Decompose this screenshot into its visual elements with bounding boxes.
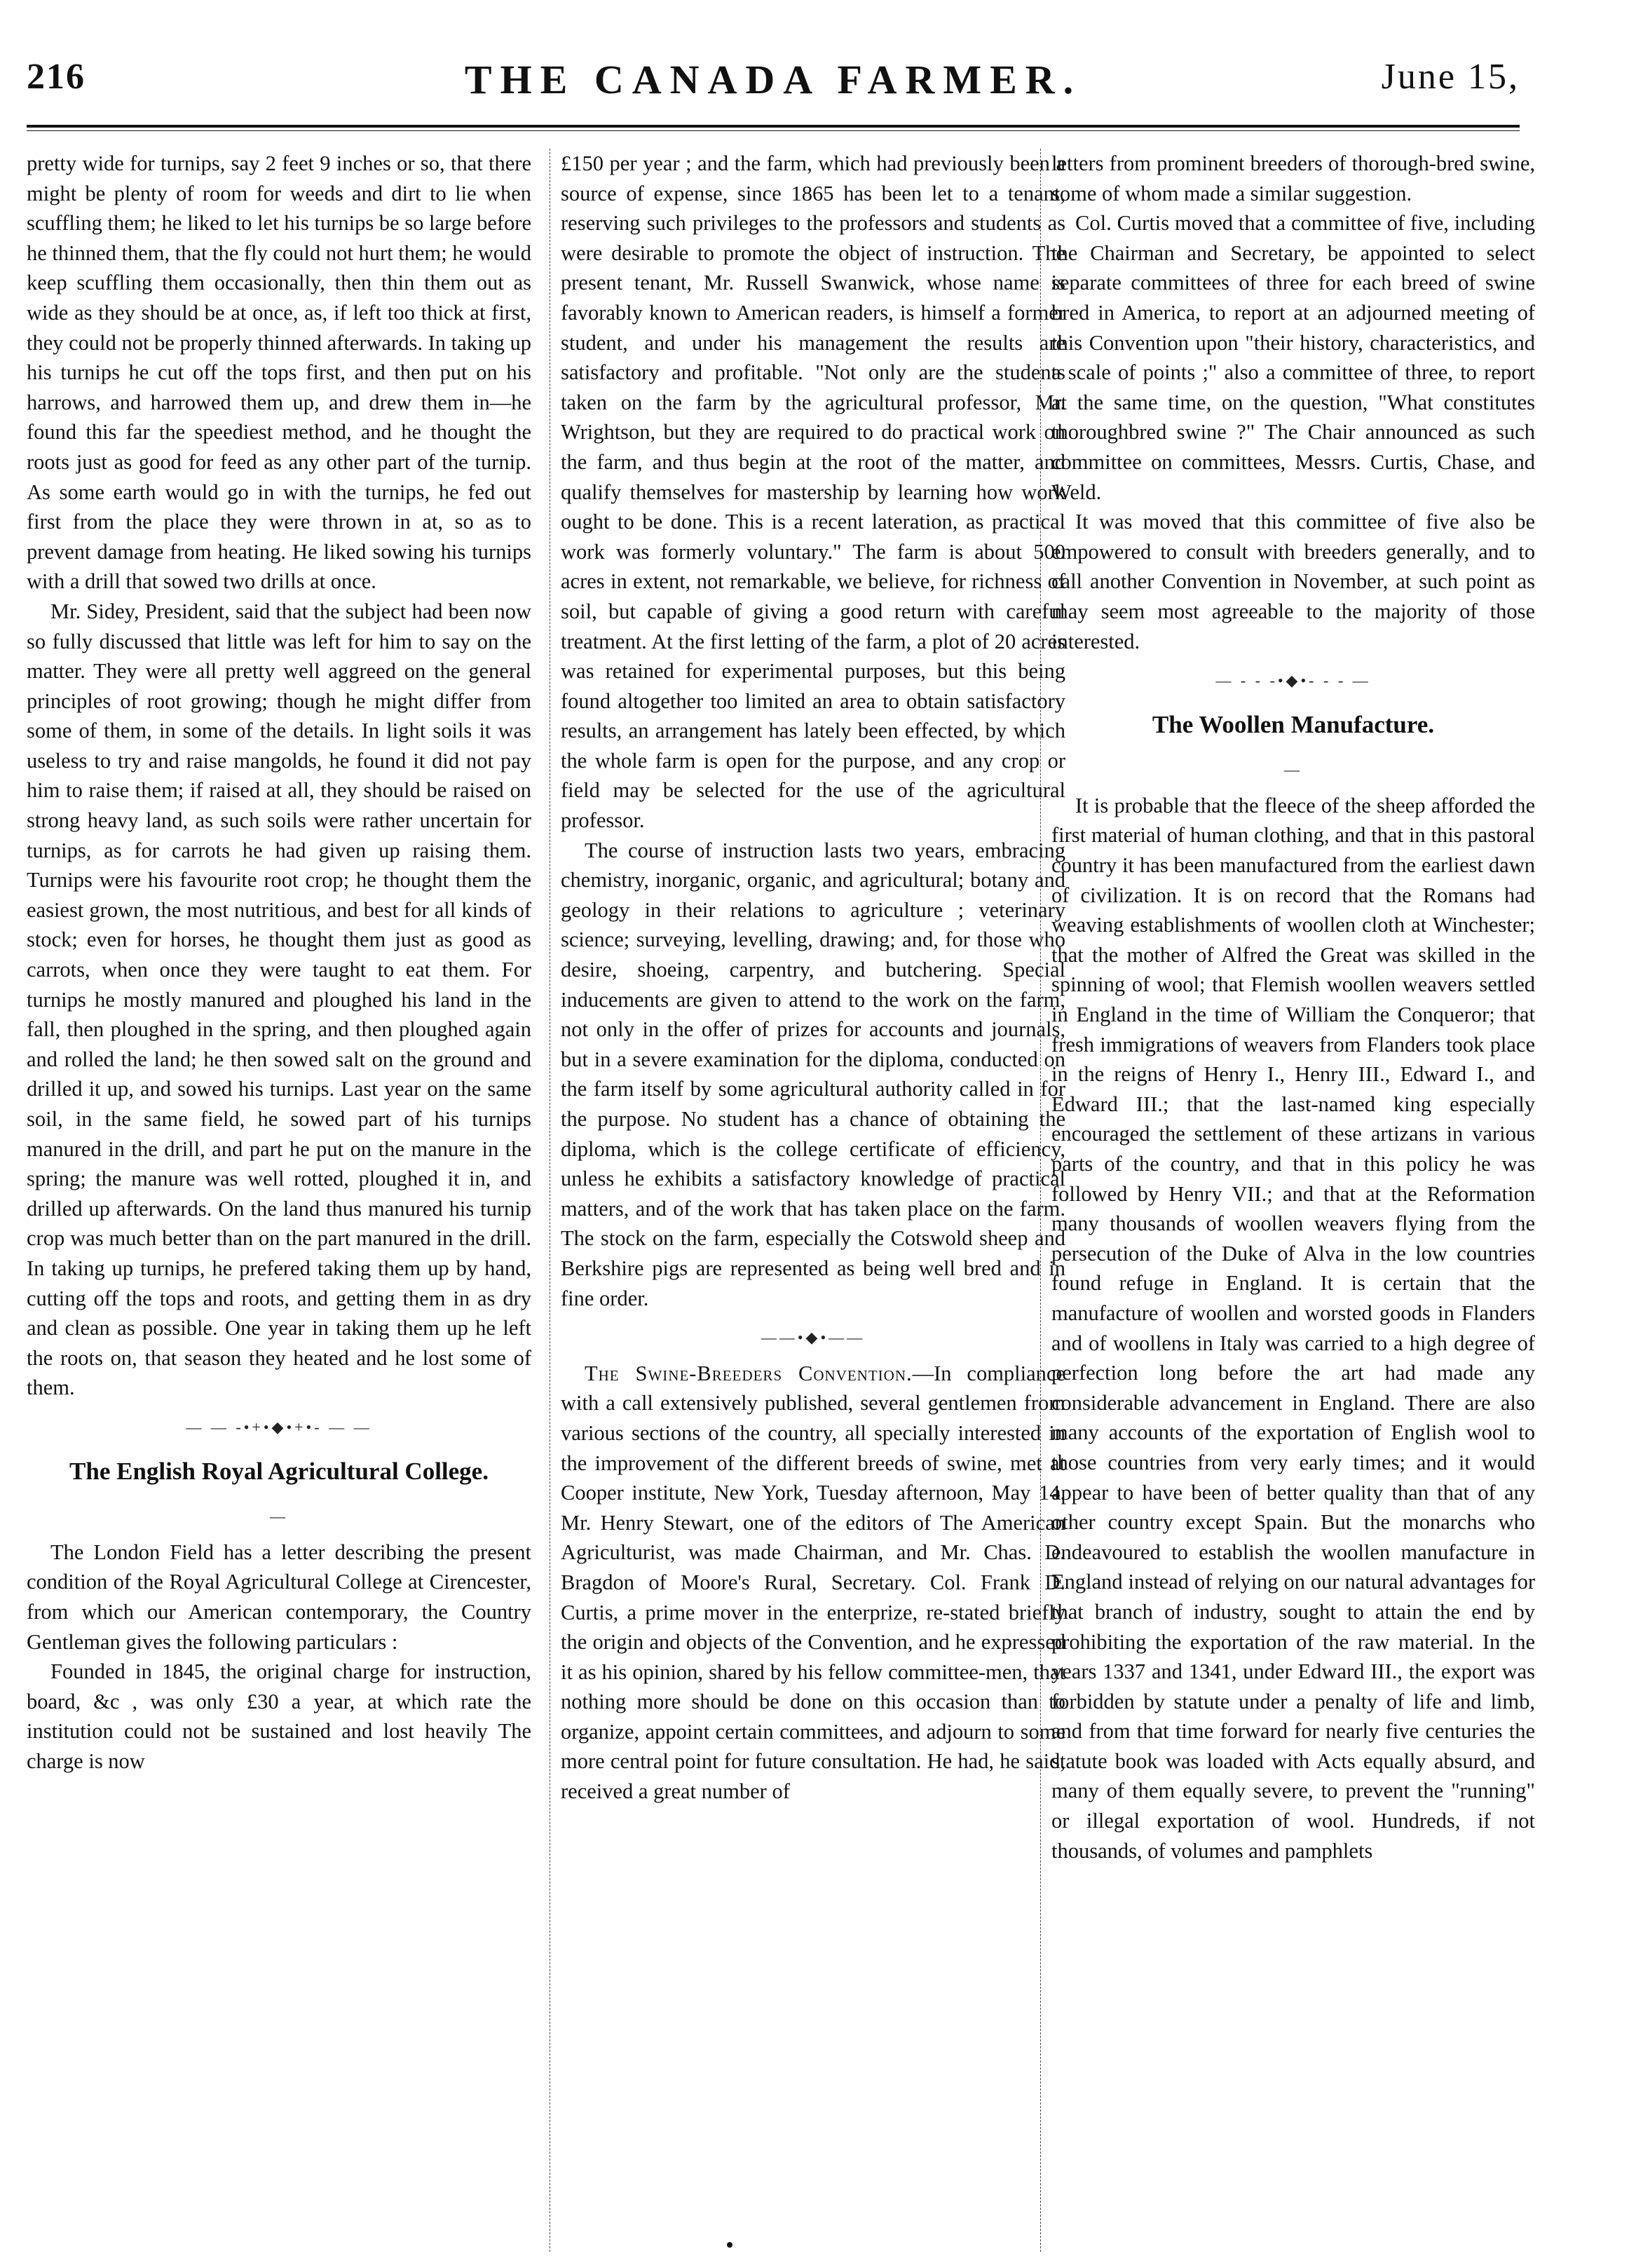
page-header (27, 49, 1520, 119)
title-rule: — (1284, 761, 1302, 779)
paragraph-text: —In compliance with a call extensively published, several gentlemen from various sections of the country, all specially interested in the improvement of the different breeds of swine, met at Cooper institute, New York, Tuesday afternoon, May 14. Mr. Henry Stewart, one of the editors of The American Agriculturist, was made Chairman, and Mr. Chas. D. Bragdon of Moore's Rural, Secretary. Col. Frank D. Curtis, a prime mover in the enterprize, re-stated briefly the origin and objects of the Convention, and he expressed it as his opinion, shared by his fellow committee-men, that nothing more should be done on this occasion than to organize, appoint certain committees, and adjourn to some more central point for future consultation. He had, he said, received a great number of (561, 1361, 1065, 1804)
paragraph: Mr. Sidey, President, said that the subject had been now so fully discussed that little was left for him to say on the matter. They were all pretty well aggreed on the general principles of root growing; though he might differ from some of them, in some of the details. In light soils it was useless to try and raise mangolds, he found it did not pay him to raise them; if raised at all, they should be raised on strong heavy land, as such soils were rather uncertain for turnips, as for carrots he had given up raising them. Turnips were his favourite root crop; he thought them the easiest grown, the most nutritious, and best for all kinds of stock; even for horses, he thought them just as good as carrots, when once they were taught to eat them. For turnips he mostly manured and ploughed his land in the fall, then ploughed in the spring, and then ploughed again and rolled the land; he then sowed salt on the ground and drilled it up, and sowed his turnips. Last year on the same soil, in the same field, he sowed part of his turnips manured in the drill, and part he put on the manure in the spring; the manure was well rotted, ploughed it in, and drilled up afterwards. On the land thus manured his turnip crop was much better than on the part manured in the drill. In taking up turnips, he prefered taking them up by hand, cutting off the tops and roots, and getting them in as dry and clean as possible. One year in taking them up he left the roots on, that season they heated and he lost some of them. (27, 599, 531, 1400)
paragraph: £150 per year ; and the farm, which had previously been a source of expense, since 1865 has been let to a tenant, reserving such privileges to the professors and students as were desirable to promote the object of instruction. The present tenant, Mr. Russell Swanwick, whose name is favorably known to American readers, is himself a former student, and under his management the results are satisfactory and profitable. "Not only are the students taken on the farm by the agricultural professor, Mr. Wrightson, but they are required to do practical work on the farm, and thus begin at the root of the matter, and qualify themselves for mastership by learning how work ought to be done. This is a recent lateration, as practical work was formerly voluntary." The farm is about 500 acres in extent, not remarkable, we believe, for richness of soil, but capable of giving a good return with careful treatment. At the first letting of the farm, a plot of 20 acres was retained for experimental purposes, but this being found altogether too limited an area to obtain satisfactory results, an arrangement has lately been effected, by which the whole farm is open for the purpose, and any crop or field may be selected for the use of the agricultural professor. (561, 151, 1065, 833)
column-1 (27, 149, 531, 2252)
section-ornament: — — -•+•◆•+•- — — (186, 1418, 372, 1436)
paragraph: Founded in 1845, the original charge for instruction, board, &c , was only £30 a year, at which rate the institution could not be sustained and lost heavily The charge is now (27, 1659, 531, 1773)
paragraph: It is probable that the fleece of the sheep afforded the first material of human clothing, and that in this pastoral country it has been manufactured from the earliest dawn of civilization. It is on record that the Romans had weaving establishments of woollen cloth at Winchester; that the mother of Alfred the Great was skilled in the spinning of wool; that Flemish woollen weavers settled in England in the time of William the Conqueror; that fresh immigrations of weavers from Flanders took place in the reigns of Henry I., Henry III., Edward I., and Edward III.; that the last-named king especially encouraged the settlement of these artizans in various parts of the country, and that in this policy he was followed by Henry VII.; and that at the Reformation many thousands of woollen weavers flying from the persecution of the Duke of Alva in the low countries found refuge in England. It is certain that the manufacture of woollen and worsted goods in Flanders and of woollens in Italy was carried to a high degree of perfection long before the art had made any considerable advancement in England. There are also many accounts of the exportation of English wool to those countries from very early times; and it would appear to have been of better quality than that of any other country except Spain. But the monarchs who endeavoured to establish the woollen manufacture in England instead of relying on our natural advantages for that branch of industry, sought to attain the end by prohibiting the exportation of the raw material. In the years 1337 and 1341, under Edward III., the export was forbidden by statute under a penalty of life and limb, and from that time forward for nearly five centuries the statute book was loaded with Acts equally absurd, and many of them equally severe, to prevent the "running" or illegal exportation of wool. Hundreds, if not thousands, of volumes and pamphlets (1051, 793, 1535, 1863)
section-ornament: — - - -•◆•- - - — (1215, 672, 1371, 690)
section-ornament: ——•◆•—— (761, 1329, 866, 1347)
issue-date: June 15, (1381, 57, 1520, 97)
header-rule (27, 125, 1520, 128)
paragraph: The London Field has a letter describing the present condition of the Royal Agricultural College at Cirencester, from which our American contemporary, the Country Gentleman gives the following particulars : (27, 1540, 531, 1654)
column-3 (1051, 149, 1535, 2252)
article-title: The English Royal Agricultural College. (69, 1457, 489, 1485)
page-number: 216 (27, 57, 86, 97)
header-rule-thin (27, 130, 1520, 131)
paragraph (561, 1359, 1065, 1807)
paragraph: Col. Curtis moved that a committee of five, including the Chairman and Secretary, be appointed to select separate committees of three for each breed of swine bred in America, to report at an adjourned meeting of this Convention upon "their history, characteristics, and a scale of points ;" also a committee of three, to report at the same time, on the question, "What constitutes thoroughbred swine ?" The Chair announced as such committee on committees, Messrs. Curtis, Chase, and Weld. (1051, 211, 1535, 504)
title-rule: — (270, 1507, 288, 1526)
paragraph: pretty wide for turnips, say 2 feet 9 inches or so, that there might be plenty of room for weeds and dirt to lie when scuffling them; he liked to let his turnips be so large before he thinned them, that the fly could not hurt them; he would keep scuffling them occasionally, then thin them out as wide as they should be at once, as, if left too thick at first, they could not be properly thinned afterwards. In taking up his turnips he cut off the tops first, and then put on his harrows, and harrowed them up, and drew them in—he found this far the speediest method, and he thought the roots just as good for feed as any other part of the turnip. As some earth would go in with the turnips, he fed out first from the place they were thrown in at, so as to prevent damage from heating. He liked sowing his turnips with a drill that sowed two drills at once. (27, 151, 531, 594)
article-title: The Woollen Manufacture. (1152, 710, 1435, 738)
paragraph: letters from prominent breeders of thorough-bred swine, some of whom made a similar suggestion. (1051, 151, 1535, 205)
paragraph: It was moved that this committee of five also be empowered to consult with breeders generally, and to call another Convention in November, at such point as may seem most agreeable to the majority of those interested. (1051, 510, 1535, 653)
paragraph: The course of instruction lasts two years, embracing chemistry, inorganic, organic, and agricultural; botany and geology in their relations to agriculture ; veterinary science; surveying, levelling, drawing; and, for those who desire, shoeing, carpentry, and butchering. Special inducements are given to attend to the work on the farm, not only in the offer of prizes for accounts and journals, but in a severe examination for the diploma, conducted on the farm itself by some agricultural authority called in for the purpose. No student has a chance of obtaining the diploma, which is the college certificate of efficiency, unless he exhibits a satisfactory knowledge of practical matters, and of the work that has taken place on the farm. The stock on the farm, especially the Cotswold sheep and Berkshire pigs are represented as being well bred and in fine order. (561, 838, 1065, 1310)
article-lead-title: The Swine-Breeders Convention. (585, 1361, 913, 1385)
column-2 (561, 149, 1065, 2252)
masthead-title: THE CANADA FARMER. (464, 57, 1082, 102)
page-mark (727, 2242, 732, 2248)
